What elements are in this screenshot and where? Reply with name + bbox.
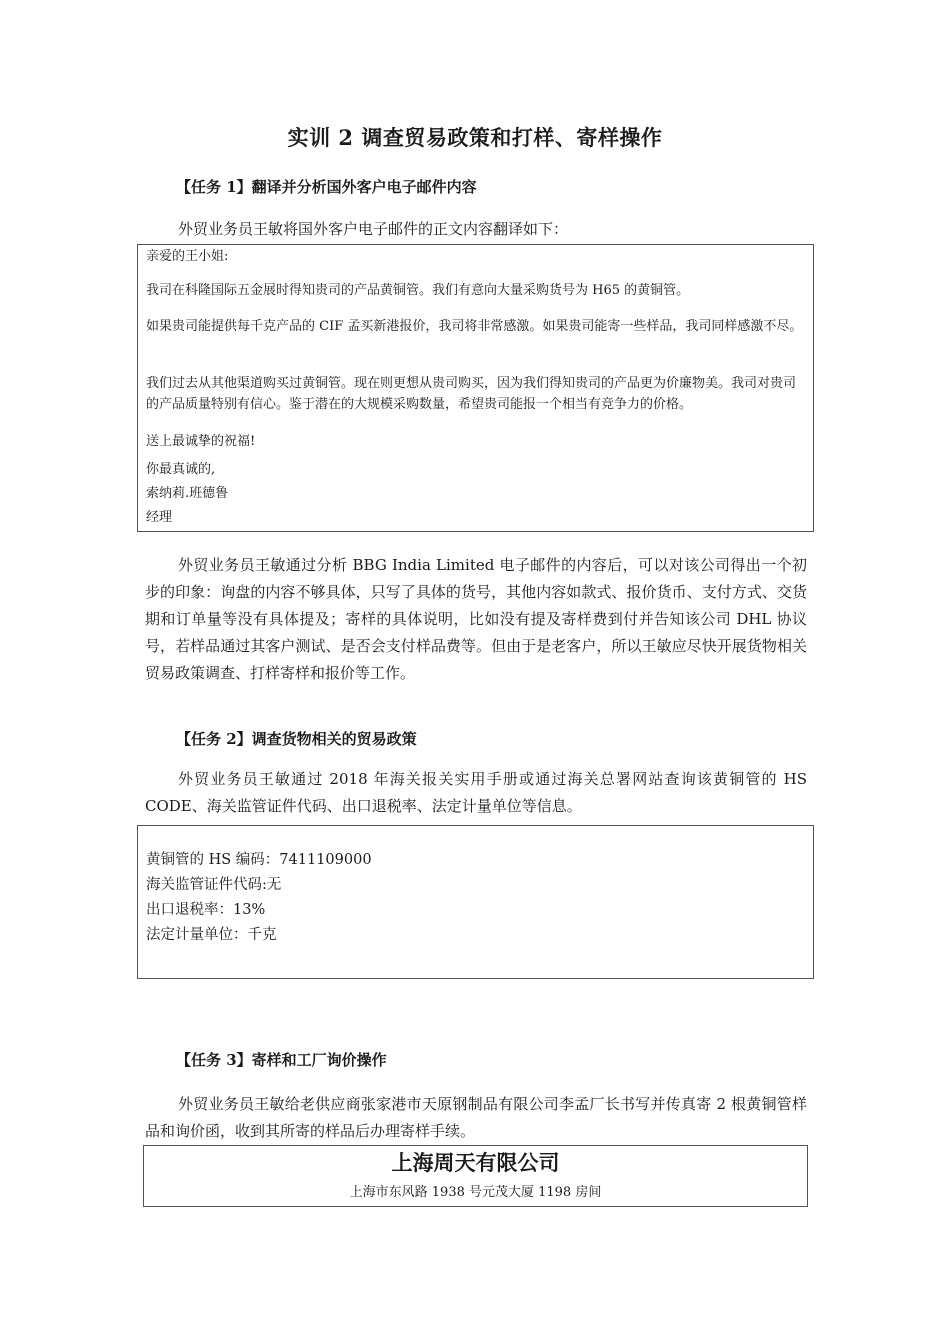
company-name: 上海周天有限公司 (391, 1150, 560, 1175)
task1-heading: 【任务 1】翻译并分析国外客户电子邮件内容 (176, 178, 477, 196)
email-paragraph-1: 我司在科隆国际五金展时得知贵司的产品黄铜管。我们有意向大量采购货号为 H65 的黄铜管。 (146, 283, 690, 298)
letterhead-box (143, 1145, 808, 1207)
task1-analysis: 外贸业务员王敏通过分析 BBG India Limited 电子邮件的内容后，可以对该公司得出一个初步的印象：询盘的内容不够具体，只写了具体的货号，其他内容如款式、报价货币、支付方式、交货期和订单量等没有具体提及；寄样的具体说明，比如没有提及寄样费到付并告知该公司 DHL 协议号，若样品通过其客户测试、是否会支付样品费等。但由于是老客户，所以王敏应尽快开展货物相关贸易政策调查、打样寄样和报价等工作。 (145, 556, 807, 682)
email-greeting: 亲爱的王小姐: (146, 249, 229, 264)
tax-rebate-line: 出口退税率：13% (146, 902, 266, 918)
hs-info-box (137, 825, 814, 979)
task3-intro: 外贸业务员王敏给老供应商张家港市天原钢制品有限公司李孟厂长书写并传真寄 2 根黄铜管样品和询价函，收到其所寄的样品后办理寄样手续。 (145, 1095, 807, 1140)
task2-intro: 外贸业务员王敏通过 2018 年海关报关实用手册或通过海关总署网站查询该黄铜管的 HS CODE、海关监管证件代码、出口退税率、法定计量单位等信息。 (145, 770, 807, 815)
email-paragraph-3: 我们过去从其他渠道购买过黄铜管。现在则更想从贵司购买，因为我们得知贵司的产品更为价廉物美。我司对贵司的产品质量特别有信心。鉴于潜在的大规模采购数量，希望贵司能报一个相当有竞争力的价格。 (146, 376, 797, 412)
email-signoff: 你最真诚的, (146, 462, 216, 477)
email-paragraph-2: 如果贵司能提供每千克产品的 CIF 孟买新港报价，我司将非常感激。如果贵司能寄一些样品，我司同样感激不尽。 (146, 319, 803, 334)
hs-code-line: 黄铜管的 HS 编码：7411109000 (146, 852, 372, 868)
email-closing: 送上最诚挚的祝福! (146, 434, 256, 449)
email-translation-box (137, 244, 814, 532)
page-title: 实训 2 调查贸易政策和打样、寄样操作 (287, 125, 663, 150)
unit-line: 法定计量单位：千克 (146, 927, 277, 943)
task2-heading: 【任务 2】调查货物相关的贸易政策 (176, 730, 417, 748)
email-sender-name: 索纳莉.班德鲁 (146, 486, 229, 501)
task1-intro: 外贸业务员王敏将国外客户电子邮件的正文内容翻译如下： (178, 220, 569, 238)
email-sender-title: 经理 (146, 510, 173, 525)
customs-code-line: 海关监管证件代码:无 (146, 877, 282, 893)
task3-heading: 【任务 3】寄样和工厂询价操作 (176, 1051, 387, 1069)
company-address: 上海市东风路 1938 号元茂大厦 1198 房间 (349, 1185, 602, 1200)
